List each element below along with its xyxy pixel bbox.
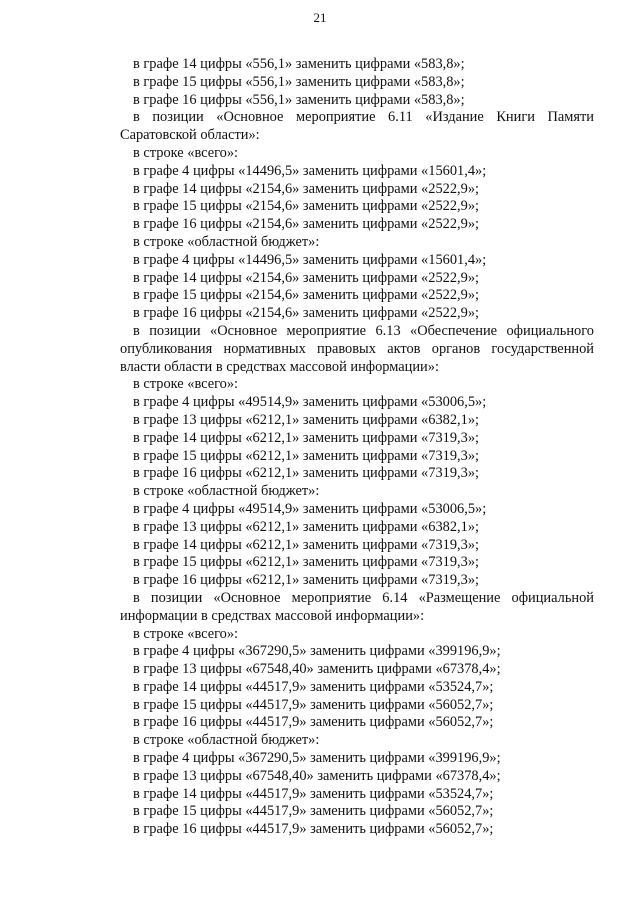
document-line: в графе 4 цифры «14496,5» заменить цифрами «15601,4»;: [133, 162, 487, 179]
document-line: в графе 15 цифры «556,1» заменить цифрами «583,8»;: [133, 73, 465, 90]
document-line: в графе 15 цифры «44517,9» заменить цифрами «56052,7»;: [133, 803, 494, 820]
document-line: в графе 15 цифры «2154,6» заменить цифрами «2522,9»;: [133, 198, 480, 215]
document-line: в строке «всего»:: [133, 376, 239, 393]
document-line: в графе 16 цифры «44517,9» заменить цифрами «56052,7»;: [133, 714, 494, 731]
document-line: в графе 15 цифры «6212,1» заменить цифрами «7319,3»;: [133, 554, 480, 571]
document-line: в графе 16 цифры «556,1» заменить цифрами «583,8»;: [133, 91, 465, 108]
document-line: в графе 13 цифры «67548,40» заменить цифрами «67378,4»;: [133, 767, 501, 784]
document-line: в графе 15 цифры «44517,9» заменить цифрами «56052,7»;: [133, 696, 494, 713]
document-line: в графе 4 цифры «49514,9» заменить цифрами «53006,5»;: [133, 500, 487, 517]
document-line: в графе 14 цифры «44517,9» заменить цифрами «53524,7»;: [133, 678, 494, 695]
document-line: в графе 16 цифры «6212,1» заменить цифрами «7319,3»;: [133, 465, 480, 482]
document-line: в графе 15 цифры «6212,1» заменить цифрами «7319,3»;: [133, 447, 480, 464]
document-line: в графе 14 цифры «2154,6» заменить цифрами «2522,9»;: [133, 180, 480, 197]
document-line: в графе 14 цифры «2154,6» заменить цифрами «2522,9»;: [133, 269, 480, 286]
page-number: 21: [313, 10, 327, 25]
document-line: в строке «областной бюджет»:: [133, 233, 320, 250]
document-line: в графе 14 цифры «6212,1» заменить цифрами «7319,3»;: [133, 536, 480, 553]
document-paragraph: в позиции «Основное мероприятие 6.14 «Размещение официальной информации в средствах массовой информации»:: [120, 589, 594, 624]
document-paragraph: в позиции «Основное мероприятие 6.11 «Издание Книги Памяти Саратовской области»:: [120, 109, 594, 144]
document-line: в графе 16 цифры «2154,6» заменить цифрами «2522,9»;: [133, 305, 480, 322]
document-line: в строке «всего»:: [133, 144, 239, 161]
document-line: в графе 16 цифры «44517,9» заменить цифрами «56052,7»;: [133, 821, 494, 838]
document-line: в графе 16 цифры «6212,1» заменить цифрами «7319,3»;: [133, 572, 480, 589]
document-body: [120, 56, 594, 839]
document-line: в графе 14 цифры «6212,1» заменить цифрами «7319,3»;: [133, 429, 480, 446]
document-line: в графе 16 цифры «2154,6» заменить цифрами «2522,9»;: [133, 216, 480, 233]
document-line: в строке «областной бюджет»:: [133, 483, 320, 500]
document-line: в строке «областной бюджет»:: [133, 732, 320, 749]
document-line: в графе 15 цифры «2154,6» заменить цифрами «2522,9»;: [133, 287, 480, 304]
document-line: в графе 4 цифры «367290,5» заменить цифрами «399196,9»;: [133, 750, 501, 767]
document-line: в графе 13 цифры «67548,40» заменить цифрами «67378,4»;: [133, 661, 501, 678]
document-line: в графе 4 цифры «14496,5» заменить цифрами «15601,4»;: [133, 251, 487, 268]
document-line: в строке «всего»:: [133, 625, 239, 642]
document-line: в графе 14 цифры «44517,9» заменить цифрами «53524,7»;: [133, 785, 494, 802]
document-line: в графе 14 цифры «556,1» заменить цифрами «583,8»;: [133, 56, 465, 72]
document-line: в графе 13 цифры «6212,1» заменить цифрами «6382,1»;: [133, 411, 480, 428]
document-paragraph: в позиции «Основное мероприятие 6.13 «Обеспечение официального опубликования нормативных правовых актов органов государственной власти области в средствах массовой информации»:: [120, 322, 594, 375]
document-line: в графе 13 цифры «6212,1» заменить цифрами «6382,1»;: [133, 518, 480, 535]
document-line: в графе 4 цифры «367290,5» заменить цифрами «399196,9»;: [133, 643, 501, 660]
document-line: в графе 4 цифры «49514,9» заменить цифрами «53006,5»;: [133, 394, 487, 411]
